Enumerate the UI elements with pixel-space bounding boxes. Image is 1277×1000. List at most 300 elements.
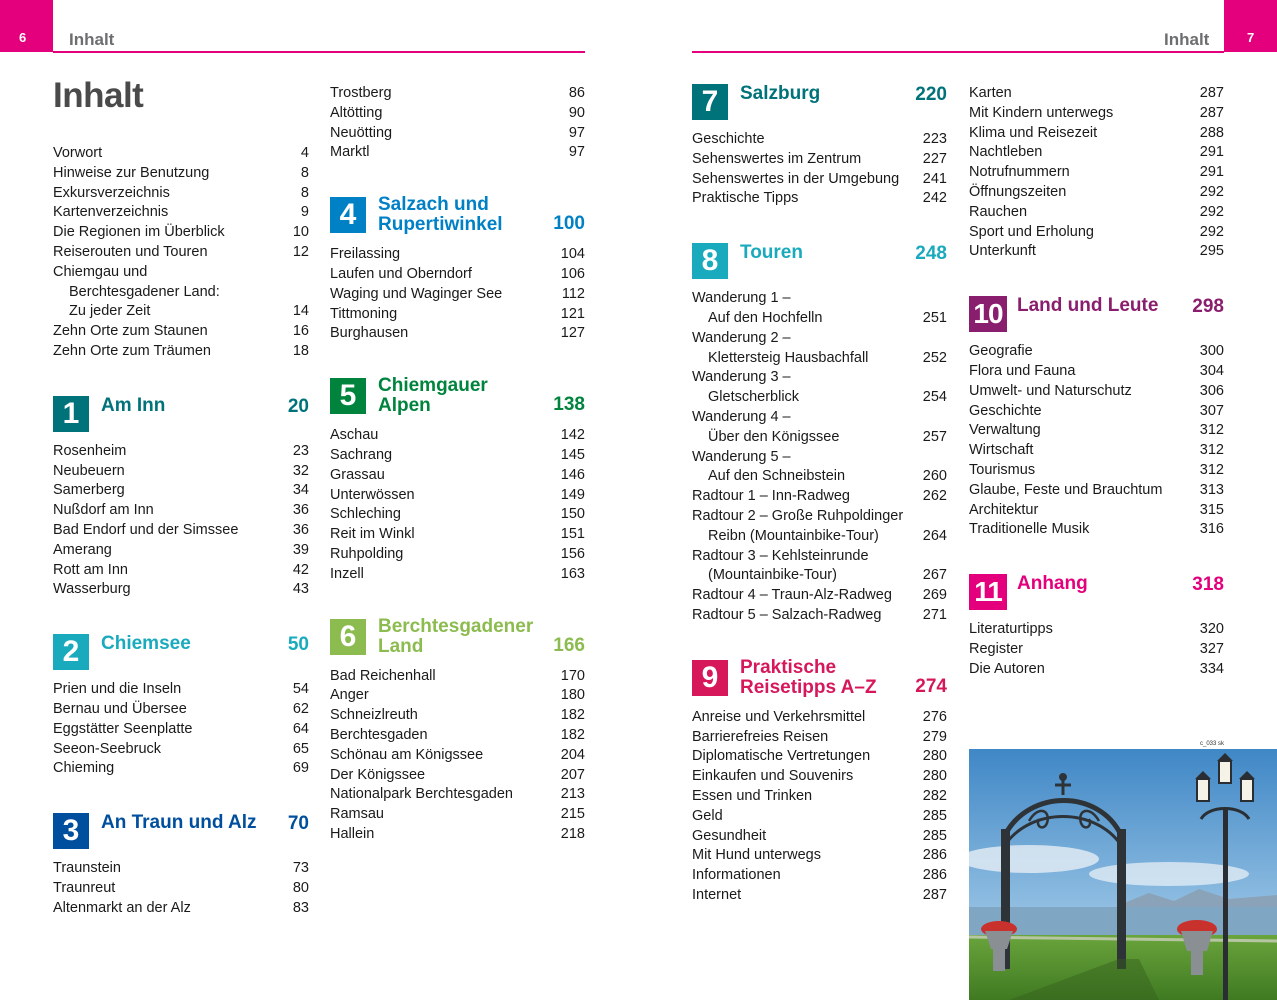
- toc-entry-title: Barrierefreies Reisen: [692, 728, 829, 745]
- toc-entry-page: 34: [292, 482, 309, 499]
- toc-entry-title: Geschichte: [692, 131, 765, 147]
- right-header-rule: [692, 51, 1224, 53]
- toc-entry: [969, 660, 1224, 680]
- toc-entry-page: 241: [922, 170, 947, 187]
- chapter-title-line: Salzach und: [378, 194, 489, 216]
- toc-entry-page: 86: [568, 85, 585, 101]
- toc-entry-title: Internet: [692, 886, 742, 903]
- toc-entry: [692, 606, 947, 626]
- toc-entry: [53, 442, 309, 462]
- toc-entry: [53, 144, 309, 164]
- toc-entry-page: 292: [1199, 223, 1224, 240]
- toc-entry-title: Bad Endorf und der Simssee: [53, 521, 239, 538]
- toc-entry-title: Mit Hund unterwegs: [692, 847, 821, 864]
- toc-entry-page: 257: [922, 428, 947, 445]
- toc-entry-title: Auf den Hochfelln: [708, 309, 823, 326]
- toc-entry-page: 313: [1199, 481, 1224, 498]
- photo-credit: c_033 sk: [1200, 741, 1225, 747]
- toc-entry-title: Eggstätter Seenplatte: [53, 720, 193, 737]
- toc-entry-title: Ramsau: [330, 806, 384, 823]
- toc-entry-title: Wirtschaft: [969, 442, 1034, 459]
- left-header-title: Inhalt: [69, 30, 115, 49]
- toc-entry-title: Traditionelle Musik: [969, 521, 1090, 538]
- toc-entry: [53, 164, 309, 184]
- toc-entry-page: 90: [568, 104, 585, 121]
- toc-entry-title: Über den Königssee: [708, 428, 840, 445]
- toc-entry-title: Anreise und Verkehrsmittel: [692, 708, 866, 725]
- toc-entry-page: 14: [292, 303, 309, 320]
- toc-entry-page: 170: [560, 667, 585, 684]
- toc-entry-page: 252: [922, 349, 947, 366]
- toc-entry: [53, 203, 309, 223]
- toc-entry-page: 106: [560, 265, 585, 282]
- toc-entry: [330, 525, 585, 545]
- toc-entry: [969, 242, 1224, 262]
- right-page-number-box: [1224, 0, 1277, 52]
- toc-entry: [330, 446, 585, 466]
- chapter-heading: [330, 615, 585, 659]
- chapter-number-badge: 6: [330, 619, 366, 655]
- chapter-page: 20: [287, 395, 309, 417]
- toc-entry-page: 242: [922, 190, 947, 207]
- toc-entry-page: 320: [1199, 621, 1224, 638]
- toc-entry: [330, 265, 585, 285]
- toc-entry: [330, 825, 585, 845]
- toc-entry-title: Reit im Winkl: [330, 526, 415, 543]
- toc-entry: [53, 243, 309, 263]
- toc-column-2: [330, 84, 585, 845]
- toc-entry: [692, 130, 947, 150]
- toc-entry: [53, 720, 309, 740]
- toc-entry-title: Register: [969, 640, 1023, 657]
- toc-entry-page: 312: [1199, 461, 1224, 478]
- toc-entry-title: Reibn (Mountainbike-Tour): [708, 527, 879, 544]
- toc-entry-title: Sehenswertes in der Umgebung: [692, 170, 900, 187]
- toc-entry: [53, 740, 309, 760]
- toc-entry-page: 16: [292, 323, 309, 340]
- toc-entry-title: Wanderung 3 –: [692, 369, 791, 386]
- toc-entry: [692, 448, 947, 468]
- chapter-heading: [53, 396, 309, 434]
- toc-entry-page: 287: [1199, 85, 1224, 101]
- chapter-number-badge: 5: [330, 378, 366, 414]
- toc-entry: [53, 879, 309, 899]
- toc-entry: [969, 402, 1224, 422]
- chapter-page: 50: [287, 634, 309, 656]
- chapter-heading: [969, 574, 1224, 612]
- toc-entry: [969, 183, 1224, 203]
- chapter-page: 274: [915, 675, 947, 697]
- toc-entry-page: 145: [560, 446, 585, 463]
- chapter-heading: [330, 194, 585, 237]
- toc-entry-page: 306: [1199, 382, 1224, 399]
- toc-entry: [330, 706, 585, 726]
- toc-entry: [692, 487, 947, 507]
- right-header-title: Inhalt: [1164, 30, 1210, 49]
- toc-entry-title: Freilassing: [330, 246, 401, 263]
- toc-entry-page: 269: [922, 587, 947, 604]
- toc-entry: [53, 580, 309, 600]
- toc-entry: [53, 263, 309, 283]
- toc-entry: [692, 566, 947, 586]
- toc-entry-page: 218: [560, 825, 585, 842]
- toc-entry: [692, 708, 947, 728]
- chapter-title: An Traun und Alz: [101, 812, 257, 834]
- chapter-number-badge: 4: [330, 197, 366, 233]
- toc-entry-title: Öffnungszeiten: [969, 183, 1067, 200]
- toc-entry-page: 260: [922, 468, 947, 485]
- toc-entry-page: 42: [292, 561, 309, 578]
- toc-entry-title: Ruhpolding: [330, 545, 404, 562]
- toc-entry-page: 215: [560, 806, 585, 823]
- toc-entry-page: 150: [560, 506, 585, 523]
- toc-entry-title: Sport und Erholung: [969, 223, 1094, 240]
- toc-entry-title: Tourismus: [969, 461, 1036, 478]
- toc-entry-page: 12: [292, 243, 309, 260]
- toc-entry: [969, 143, 1224, 163]
- toc-entry: [969, 203, 1224, 223]
- toc-entry-title: Diplomatische Vertretungen: [692, 748, 871, 765]
- toc-entry: [692, 586, 947, 606]
- toc-entry: [330, 426, 585, 446]
- chapter-number-badge: 2: [53, 634, 89, 670]
- toc-entry-title: Rauchen: [969, 203, 1028, 220]
- toc-entry-page: 36: [292, 502, 309, 519]
- toc-entry-page: 280: [922, 748, 947, 765]
- toc-entry-title: Klima und Reisezeit: [969, 124, 1098, 141]
- toc-entry-title: Unterkunft: [969, 243, 1036, 260]
- toc-entry-title: Grassau: [330, 466, 385, 483]
- toc-entry-title: Klettersteig Hausbachfall: [708, 349, 869, 366]
- toc-entry: [330, 285, 585, 305]
- toc-entry-title: Der Königssee: [330, 766, 426, 783]
- toc-entry-title: Traunreut: [53, 879, 116, 896]
- toc-entry-title: Umwelt- und Naturschutz: [969, 382, 1132, 399]
- chapter-title: [378, 617, 533, 657]
- toc-entry-page: 104: [560, 246, 585, 263]
- toc-entry-page: 32: [292, 462, 309, 479]
- toc-entry-title: Flora und Fauna: [969, 362, 1076, 379]
- chapter-title: Anhang: [1017, 573, 1088, 595]
- toc-entry-page: 295: [1199, 243, 1224, 260]
- chapter-title: Touren: [740, 242, 803, 264]
- toc-entry-page: 69: [292, 760, 309, 777]
- toc-entry: [53, 899, 309, 919]
- toc-entry: [330, 686, 585, 706]
- toc-entry-title: Schönau am Königssee: [330, 746, 484, 763]
- toc-entry-title: Unterwössen: [330, 486, 415, 503]
- toc-entry-page: 180: [560, 687, 585, 704]
- toc-entry-title: Burghausen: [330, 325, 409, 342]
- toc-entry-title: (Mountainbike-Tour): [708, 567, 837, 584]
- toc-entry-page: 9: [300, 204, 309, 221]
- toc-entry-page: 327: [1199, 640, 1224, 657]
- chapter-number-badge: 9: [692, 660, 728, 696]
- toc-column-4: [969, 84, 1224, 680]
- toc-entry: [969, 163, 1224, 183]
- toc-entry-title: Radtour 1 – Inn-Radweg: [692, 488, 850, 505]
- toc-entry: [969, 501, 1224, 521]
- toc-entry-title: Berchtesgadener Land:: [69, 283, 220, 300]
- toc-entry-page: 291: [1199, 144, 1224, 161]
- toc-entry: [330, 324, 585, 344]
- toc-entry: [330, 667, 585, 687]
- toc-entry-page: 291: [1199, 164, 1224, 181]
- toc-entry-title: Die Regionen im Überblick: [53, 224, 225, 241]
- toc-entry: [692, 547, 947, 567]
- toc-entry: [692, 349, 947, 369]
- toc-entry-title: Wanderung 4 –: [692, 408, 791, 425]
- toc-entry-title: Trostberg: [330, 85, 392, 101]
- page-title: Inhalt: [53, 76, 144, 115]
- toc-entry: [330, 305, 585, 325]
- toc-entry-page: 182: [560, 726, 585, 743]
- toc-entry: [692, 309, 947, 329]
- toc-entry: [53, 302, 309, 322]
- toc-entry: [330, 466, 585, 486]
- toc-entry: [53, 541, 309, 561]
- chapter-title: [378, 376, 488, 416]
- toc-entry: [330, 505, 585, 525]
- toc-entry-page: 307: [1199, 402, 1224, 419]
- toc-entry-page: 142: [560, 427, 585, 444]
- right-page-number: 7: [1247, 30, 1255, 45]
- left-page-number: 6: [19, 30, 27, 45]
- toc-entry-page: 334: [1199, 660, 1224, 677]
- toc-entry-title: Literaturtipps: [969, 621, 1053, 638]
- toc-entry: [53, 859, 309, 879]
- toc-entry-title: Aschau: [330, 427, 379, 444]
- toc-entry: [692, 388, 947, 408]
- toc-entry-title: Nußdorf am Inn: [53, 502, 154, 519]
- chapter-title: Salzburg: [740, 83, 821, 104]
- toc-entry-page: 62: [292, 700, 309, 717]
- toc-entry: [330, 805, 585, 825]
- toc-entry: [969, 382, 1224, 402]
- toc-entry-title: Zehn Orte zum Träumen: [53, 342, 211, 359]
- toc-entry-page: 288: [1199, 124, 1224, 141]
- toc-entry-title: Essen und Trinken: [692, 787, 813, 804]
- chapter-title: Land und Leute: [1017, 295, 1159, 317]
- toc-entry-title: Praktische Tipps: [692, 190, 799, 207]
- toc-entry: [692, 289, 947, 309]
- toc-entry-page: 285: [922, 807, 947, 824]
- toc-entry-page: 316: [1199, 521, 1224, 538]
- toc-entry-page: 304: [1199, 362, 1224, 379]
- toc-entry: [330, 785, 585, 805]
- toc-entry-page: 312: [1199, 442, 1224, 459]
- toc-entry-title: Schneizlreuth: [330, 707, 418, 724]
- toc-entry: [969, 124, 1224, 144]
- toc-entry-page: 149: [560, 486, 585, 503]
- toc-entry: [969, 481, 1224, 501]
- toc-entry-title: Exkursverzeichnis: [53, 184, 170, 201]
- toc-entry-title: Neuötting: [330, 124, 393, 141]
- chapter-title-line: Rupertiwinkel: [378, 214, 503, 236]
- toc-entry: [692, 189, 947, 209]
- toc-entry: [53, 521, 309, 541]
- toc-entry-page: 97: [568, 124, 585, 141]
- toc-entry-title: Marktl: [330, 144, 370, 161]
- toc-entry: [969, 104, 1224, 124]
- toc-entry: [969, 640, 1224, 660]
- toc-entry-title: Seeon-Seebruck: [53, 740, 162, 757]
- toc-entry-page: 43: [292, 581, 309, 598]
- toc-entry-page: 292: [1199, 183, 1224, 200]
- toc-entry: [692, 428, 947, 448]
- toc-entry-title: Mit Kindern unterwegs: [969, 104, 1114, 121]
- toc-entry: [53, 700, 309, 720]
- toc-entry: [53, 322, 309, 342]
- chapter-title: Am Inn: [101, 394, 166, 416]
- toc-entry-title: Waging und Waginger See: [330, 285, 503, 302]
- toc-entry-page: 151: [560, 526, 585, 543]
- chapter-number-badge: 11: [969, 574, 1007, 610]
- toc-entry-title: Bad Reichenhall: [330, 667, 436, 684]
- toc-entry: [692, 467, 947, 487]
- toc-entry: [330, 143, 585, 163]
- toc-entry-title: Anger: [330, 687, 369, 704]
- toc-entry-page: 65: [292, 740, 309, 757]
- toc-entry: [330, 545, 585, 565]
- toc-entry-title: Verwaltung: [969, 422, 1041, 439]
- toc-entry: [969, 620, 1224, 640]
- toc-entry-title: Schleching: [330, 506, 401, 523]
- toc-entry-page: 204: [560, 746, 585, 763]
- toc-entry-title: Hallein: [330, 825, 375, 842]
- toc-entry: [692, 866, 947, 886]
- toc-entry: [692, 747, 947, 767]
- chapter-heading: [53, 634, 309, 672]
- toc-entry-title: Inzell: [330, 565, 364, 582]
- toc-entry: [692, 329, 947, 349]
- toc-entry-page: 23: [292, 442, 309, 459]
- toc-entry: [330, 486, 585, 506]
- chapter-number-badge: 10: [969, 296, 1007, 332]
- toc-entry-title: Einkaufen und Souvenirs: [692, 768, 854, 785]
- toc-entry: [692, 827, 947, 847]
- toc-entry-page: 286: [922, 847, 947, 864]
- toc-entry-title: Berchtesgaden: [330, 726, 428, 743]
- chapter-title: [740, 658, 877, 698]
- toc-entry-title: Glaube, Feste und Brauchtum: [969, 481, 1163, 498]
- toc-entry: [330, 766, 585, 786]
- toc-entry-title: Wanderung 1 –: [692, 290, 791, 307]
- toc-entry-title: Radtour 5 – Salzach-Radweg: [692, 606, 882, 623]
- toc-entry-title: Die Autoren: [969, 660, 1045, 677]
- toc-entry: [692, 846, 947, 866]
- chapter-page: 138: [553, 394, 585, 416]
- toc-entry-title: Neubeuern: [53, 462, 125, 479]
- toc-entry: [692, 728, 947, 748]
- chapter-heading: [692, 243, 947, 281]
- toc-entry: [53, 342, 309, 362]
- toc-entry-title: Tittmoning: [330, 305, 398, 322]
- toc-entry-page: 64: [292, 720, 309, 737]
- toc-entry-page: 127: [560, 325, 585, 342]
- toc-entry-title: Chiemgau und: [53, 263, 148, 280]
- toc-entry-page: 121: [560, 305, 585, 322]
- toc-entry-page: 287: [1199, 104, 1224, 121]
- toc-entry-page: 271: [922, 606, 947, 623]
- chapter-page: 248: [915, 243, 947, 265]
- toc-entry-page: 292: [1199, 203, 1224, 220]
- chapter-number-badge: 1: [53, 396, 89, 432]
- toc-entry-page: 163: [560, 565, 585, 582]
- toc-entry-page: 279: [922, 728, 947, 745]
- toc-entry-title: Rott am Inn: [53, 561, 128, 578]
- toc-entry-title: Prien und die Inseln: [53, 681, 182, 698]
- toc-entry: [692, 527, 947, 547]
- chiemsee-gate-photo: [969, 749, 1277, 1000]
- toc-entry: [53, 481, 309, 501]
- toc-entry-page: 262: [922, 488, 947, 505]
- toc-entry: [692, 507, 947, 527]
- toc-entry: [53, 462, 309, 482]
- toc-entry-page: 73: [292, 860, 309, 877]
- toc-entry: [692, 787, 947, 807]
- toc-entry-page: 264: [922, 527, 947, 544]
- toc-entry-page: 156: [560, 545, 585, 562]
- chapter-number-badge: 8: [692, 243, 728, 279]
- toc-entry-title: Radtour 3 – Kehlsteinrunde: [692, 547, 869, 564]
- toc-entry-title: Wanderung 2 –: [692, 329, 791, 346]
- toc-entry-page: 223: [922, 131, 947, 147]
- toc-entry: [969, 362, 1224, 382]
- toc-entry-page: 97: [568, 144, 585, 161]
- toc-entry-page: 182: [560, 707, 585, 724]
- toc-entry-title: Vorwort: [53, 145, 103, 161]
- toc-entry-title: Altötting: [330, 104, 383, 121]
- toc-entry-page: 254: [922, 389, 947, 406]
- toc-entry-title: Gletscherblick: [708, 389, 800, 406]
- toc-entry-title: Nationalpark Berchtesgaden: [330, 786, 513, 803]
- toc-entry: [53, 759, 309, 779]
- toc-entry-page: 300: [1199, 343, 1224, 360]
- chapter-page: 298: [1192, 296, 1224, 318]
- chapter-title: Chiemsee: [101, 633, 191, 655]
- toc-entry-page: 8: [300, 184, 309, 201]
- toc-entry: [969, 441, 1224, 461]
- toc-entry-title: Kartenverzeichnis: [53, 204, 169, 221]
- toc-entry: [969, 342, 1224, 362]
- toc-entry: [53, 501, 309, 521]
- toc-entry-title: Geografie: [969, 343, 1033, 360]
- toc-column-3: [692, 84, 947, 906]
- toc-entry-title: Informationen: [692, 867, 781, 884]
- toc-entry-title: Nachtleben: [969, 144, 1043, 161]
- toc-entry: [969, 421, 1224, 441]
- toc-entry-page: 227: [922, 150, 947, 167]
- toc-entry-title: Karten: [969, 85, 1012, 101]
- toc-entry: [330, 84, 585, 104]
- chapter-title-line: Alpen: [378, 395, 431, 417]
- chapter-number-badge: 3: [53, 813, 89, 849]
- toc-entry-title: Zehn Orte zum Staunen: [53, 323, 208, 340]
- toc-entry-title: Amerang: [53, 541, 112, 558]
- toc-entry-page: 36: [292, 521, 309, 538]
- chapter-title-line: Reisetipps A–Z: [740, 676, 877, 698]
- toc-entry: [53, 223, 309, 243]
- toc-entry-page: 207: [560, 766, 585, 783]
- chapter-heading: [330, 375, 585, 418]
- toc-entry: [330, 746, 585, 766]
- toc-entry: [330, 124, 585, 144]
- toc-entry: [692, 767, 947, 787]
- toc-entry-page: 10: [292, 224, 309, 241]
- toc-entry-page: 282: [922, 787, 947, 804]
- toc-entry: [969, 84, 1224, 104]
